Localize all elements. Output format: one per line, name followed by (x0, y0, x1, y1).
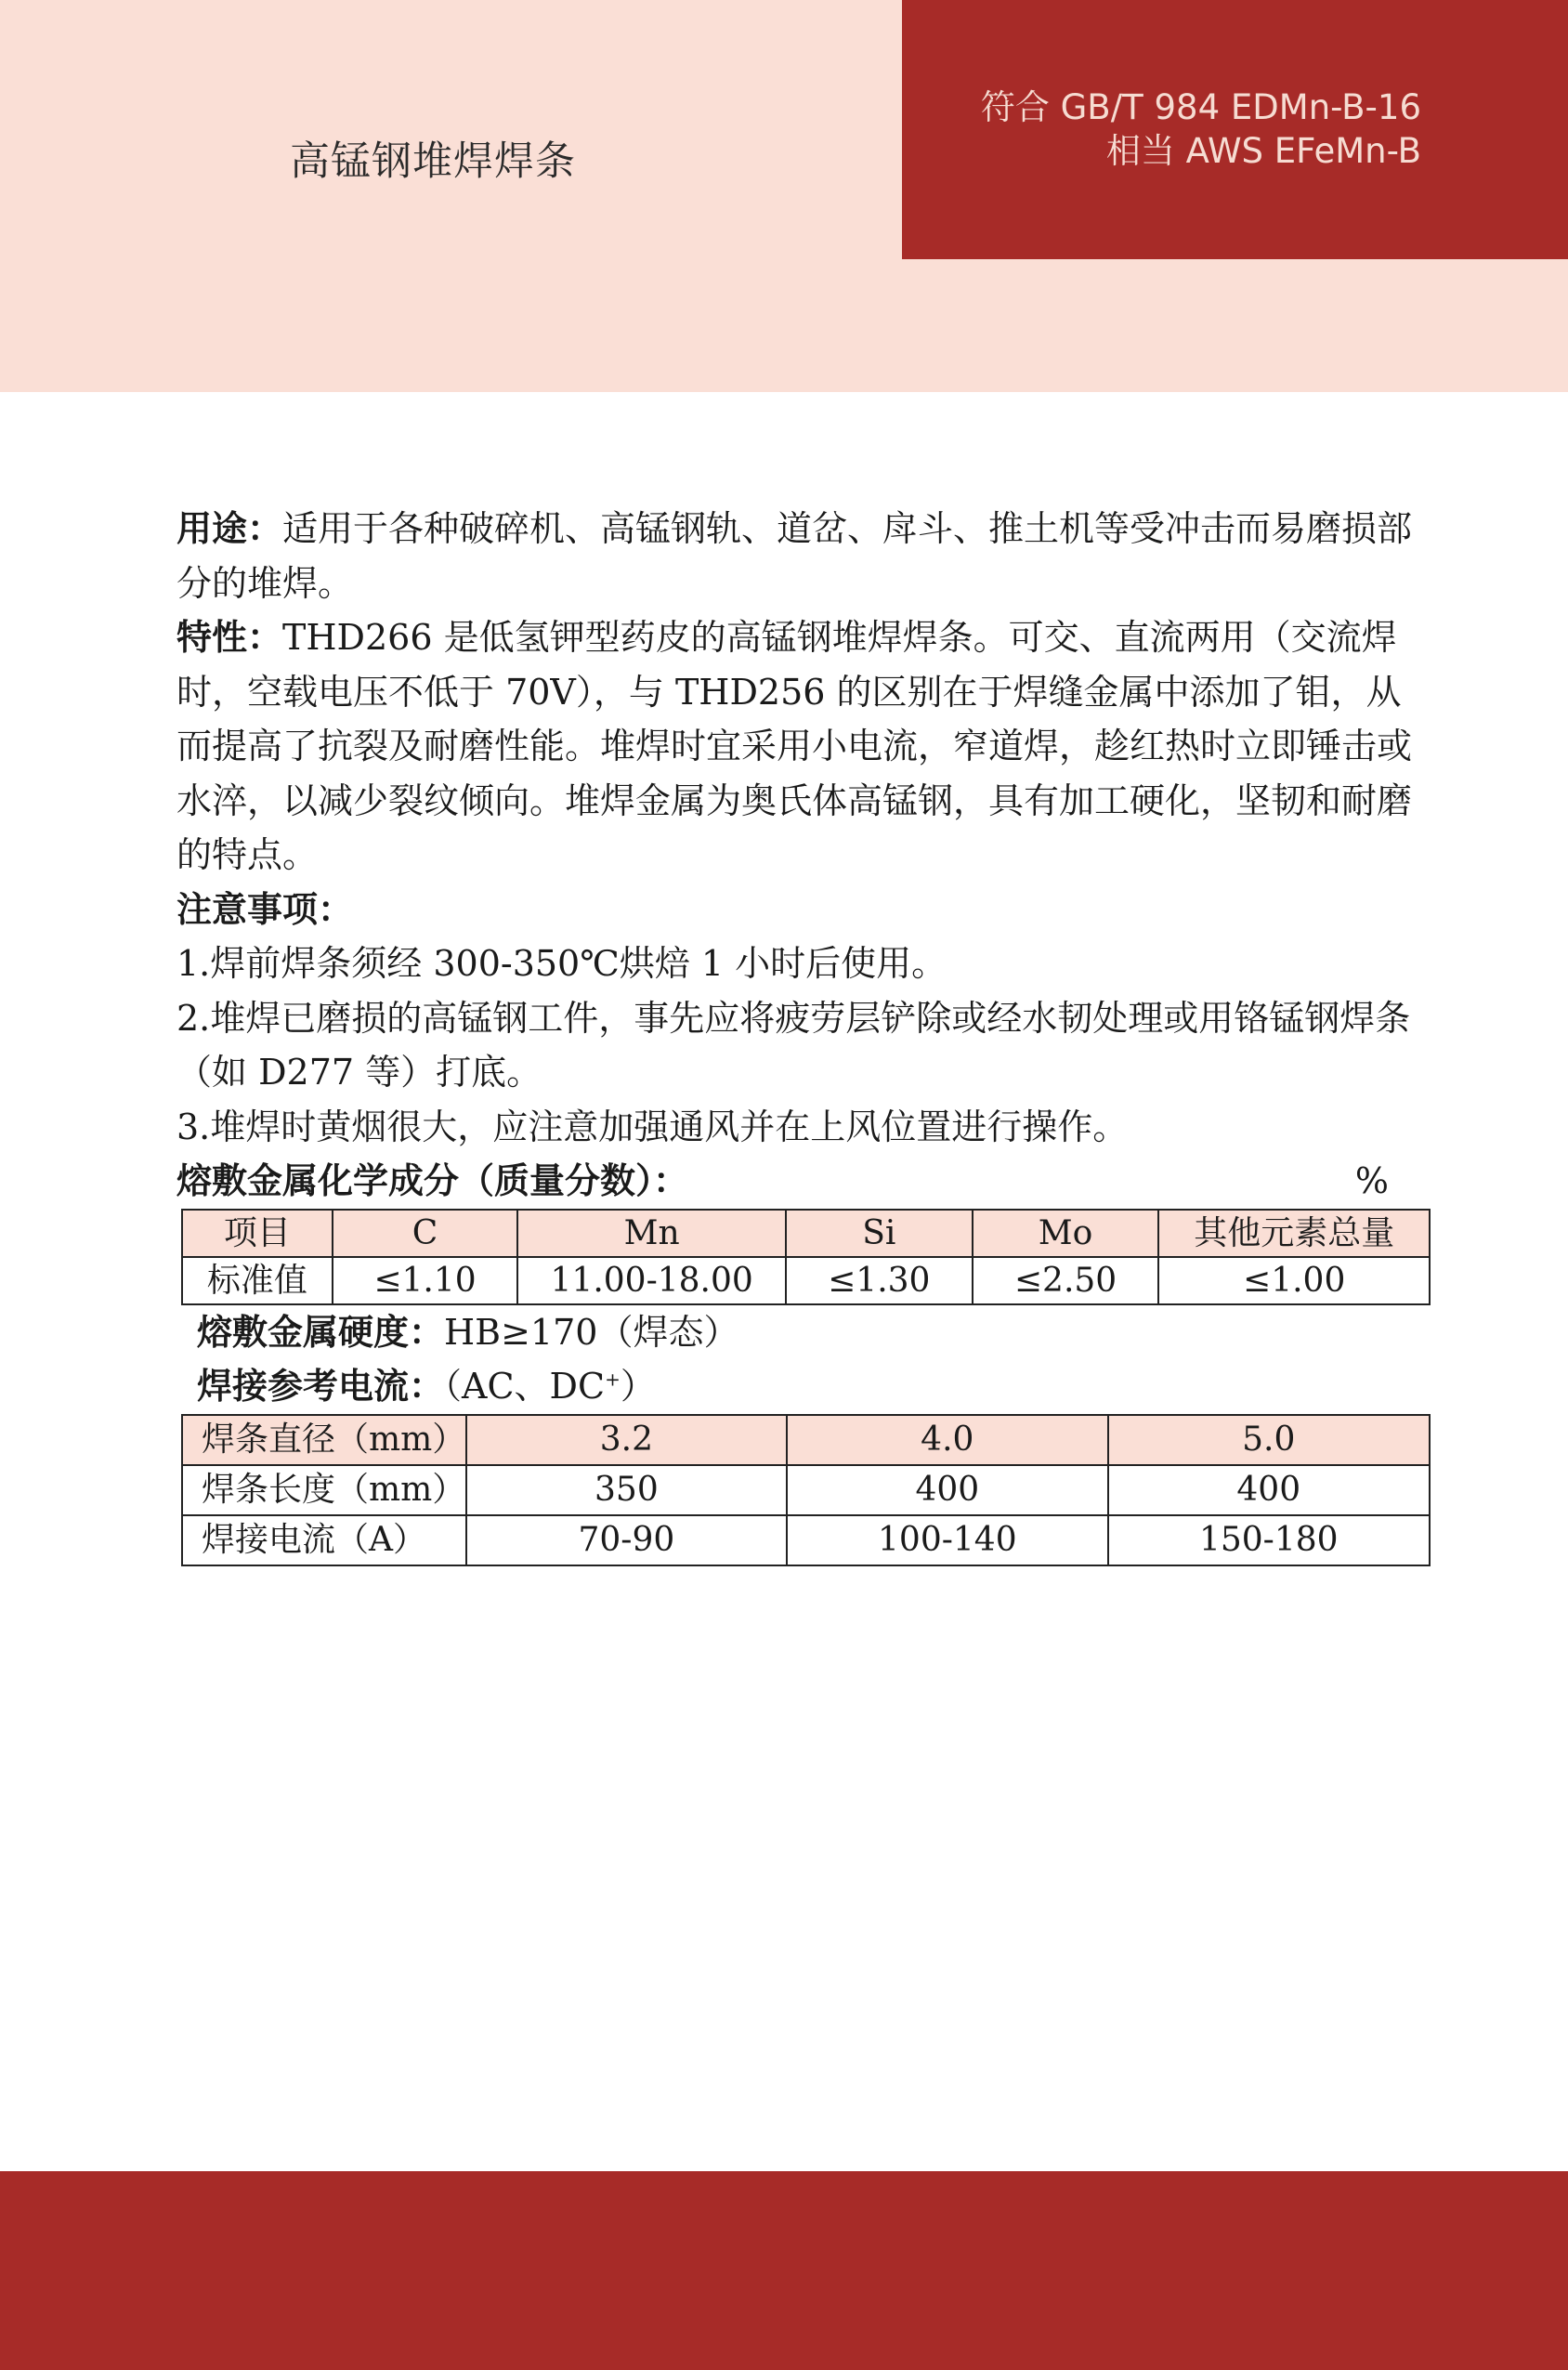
current-table (181, 1414, 1431, 1566)
composition-heading (176, 1154, 1389, 1209)
properties-paragraph (176, 610, 1431, 883)
standard-aws: 相当 AWS EFeMn-B (1105, 131, 1421, 171)
table-header-cell: 4.0 (787, 1415, 1107, 1465)
table-cell: 350 (466, 1465, 787, 1515)
current-line (176, 1359, 1431, 1414)
table-row (182, 1415, 1430, 1465)
current-type-prefix: （AC、DC (444, 1366, 606, 1407)
note-item: 3.堆焊时黄烟很大，应注意加强通风并在上风位置进行操作。 (176, 1106, 1129, 1147)
current-label: 焊接参考电流： (197, 1366, 445, 1407)
table-header-cell: C (333, 1210, 518, 1257)
usage-text: 适用于各种破碎机、高锰钢轨、道岔、戽斗、推土机等受冲击而易磨损部分的堆焊。 (176, 508, 1413, 604)
notes-label: 注意事项： (176, 888, 354, 930)
table-cell: 400 (787, 1465, 1107, 1515)
current-type-suffix: ） (620, 1366, 656, 1407)
table-cell: ≤1.00 (1158, 1257, 1430, 1304)
table-cell: ≤2.50 (973, 1257, 1159, 1304)
standard-gb: 符合 GB/T 984 EDMn-B-16 (980, 87, 1421, 127)
table-header-cell: 项目 (182, 1210, 333, 1257)
table-cell: 焊条长度（mm） (182, 1465, 466, 1515)
composition-unit: % (1354, 1160, 1389, 1201)
standard-box (902, 0, 1568, 259)
composition-label: 熔敷金属化学成分（质量分数）： (176, 1160, 689, 1201)
table-cell: ≤1.10 (333, 1257, 518, 1304)
usage-paragraph (176, 502, 1431, 610)
table-row (182, 1210, 1430, 1257)
table-header-cell: 其他元素总量 (1158, 1210, 1430, 1257)
table-row (182, 1465, 1430, 1515)
table-row (182, 1515, 1430, 1565)
table-cell: 11.00-18.00 (517, 1257, 786, 1304)
table-row (182, 1257, 1430, 1304)
product-title: 高锰钢堆焊焊条 (290, 138, 576, 185)
note-item: 1.焊前焊条须经 300-350℃烘焙 1 小时后使用。 (176, 943, 947, 984)
usage-label: 用途： (176, 508, 283, 549)
table-header-cell: Mo (973, 1210, 1159, 1257)
hardness-value: HB≥170（焊态） (444, 1311, 739, 1353)
table-header-cell: 焊条直径（mm） (182, 1415, 466, 1465)
table-cell: 标准值 (182, 1257, 333, 1304)
table-cell: 400 (1108, 1465, 1430, 1515)
properties-label: 特性： (176, 617, 283, 658)
table-cell: ≤1.30 (786, 1257, 973, 1304)
footer-band (0, 2171, 1568, 2370)
table-cell: 150-180 (1108, 1515, 1430, 1565)
table-cell: 焊接电流（A） (182, 1515, 466, 1565)
current-type-sup: + (605, 1368, 621, 1391)
hardness-line (176, 1305, 1431, 1360)
table-header-cell: Si (786, 1210, 973, 1257)
standard-lines (981, 85, 1421, 173)
table-header-cell: Mn (517, 1210, 786, 1257)
properties-text: THD266 是低氢钾型药皮的高锰钢堆焊焊条。可交、直流两用（交流焊时，空载电压不低于 70V），与 THD256 的区别在于焊缝金属中添加了钼，从而提高了抗裂及耐磨性能。堆焊时宜采用小电流，窄道焊，趁红热时立即锤击或水淬，以减少裂纹倾向。堆焊金属为奥氏体高锰钢，具有加工硬化，坚韧和耐磨的特点。 (176, 617, 1413, 875)
composition-table (181, 1209, 1431, 1305)
hardness-label: 熔敷金属硬度： (197, 1311, 445, 1353)
table-header-cell: 5.0 (1108, 1415, 1430, 1465)
table-header-cell: 3.2 (466, 1415, 787, 1465)
table-cell: 100-140 (787, 1515, 1107, 1565)
table-cell: 70-90 (466, 1515, 787, 1565)
content (176, 502, 1431, 1566)
note-item: 2.堆焊已磨损的高锰钢工件，事先应将疲劳层铲除或经水韧处理或用铬锰钢焊条（如 D277 等）打底。 (176, 997, 1411, 1093)
